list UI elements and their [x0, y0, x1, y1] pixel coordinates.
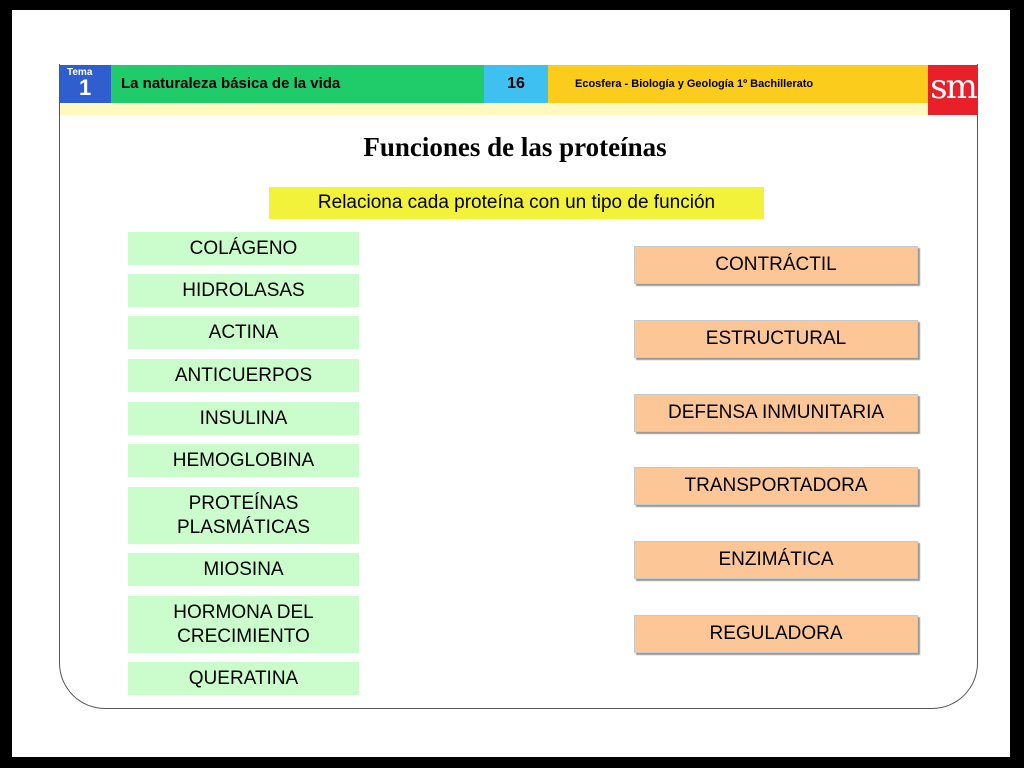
- book-title: Ecosfera - Biología y Geología 1º Bachillerato: [548, 65, 928, 103]
- protein-label: ACTINA: [208, 321, 279, 343]
- protein-label-line2: PLASMÁTICAS: [176, 516, 311, 538]
- protein-label: HORMONA DEL: [173, 601, 314, 623]
- protein-card[interactable]: [128, 553, 359, 586]
- protein-label: HIDROLASAS: [182, 279, 305, 301]
- function-card[interactable]: ESTRUCTURAL: [634, 320, 918, 358]
- tema-number: 1: [79, 75, 92, 100]
- function-card[interactable]: TRANSPORTADORA: [634, 467, 918, 505]
- protein-label: ANTICUERPOS: [174, 364, 313, 386]
- protein-label: QUERATINA: [188, 667, 299, 689]
- protein-label-line2: CRECIMIENTO: [177, 625, 310, 647]
- protein-card[interactable]: [128, 232, 359, 265]
- header-strip: [60, 103, 928, 115]
- protein-card[interactable]: [128, 402, 359, 435]
- function-card[interactable]: REGULADORA: [634, 615, 918, 653]
- protein-card[interactable]: [128, 596, 359, 653]
- protein-label: MIOSINA: [203, 558, 284, 580]
- unit-title: La naturaleza básica de la vida: [111, 65, 484, 103]
- function-card[interactable]: ENZIMÁTICA: [634, 541, 918, 579]
- protein-label: PROTEÍNAS: [188, 492, 299, 514]
- sm-logo: sm: [928, 65, 978, 115]
- tema-badge: [60, 65, 111, 103]
- protein-card[interactable]: [128, 316, 359, 349]
- page-title: Funciones de las proteínas: [363, 132, 667, 162]
- page-number: 16: [484, 65, 548, 103]
- protein-label: INSULINA: [199, 407, 288, 429]
- instruction-banner: Relaciona cada proteína con un tipo de función: [269, 187, 764, 219]
- tema-label: Tema: [67, 67, 93, 78]
- function-card[interactable]: CONTRÁCTIL: [634, 246, 918, 284]
- function-card[interactable]: DEFENSA INMUNITARIA: [634, 394, 918, 432]
- protein-card[interactable]: [128, 662, 359, 695]
- protein-card[interactable]: [128, 274, 359, 307]
- protein-card[interactable]: [128, 444, 359, 477]
- protein-card[interactable]: [128, 359, 359, 392]
- protein-label: COLÁGENO: [189, 237, 298, 259]
- protein-label: HEMOGLOBINA: [172, 449, 315, 471]
- protein-card[interactable]: [128, 487, 359, 544]
